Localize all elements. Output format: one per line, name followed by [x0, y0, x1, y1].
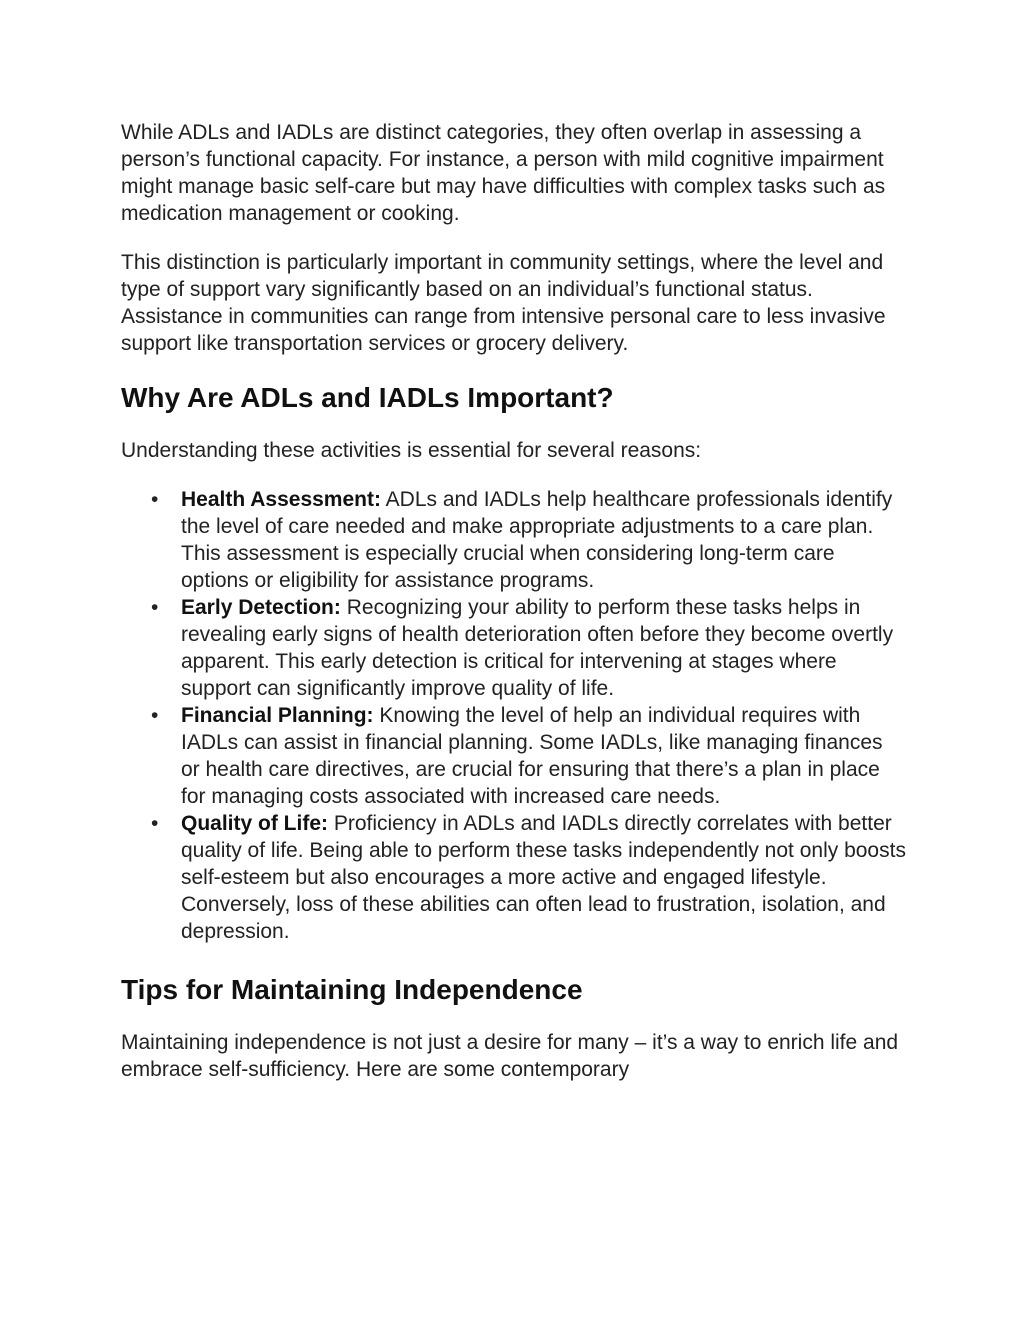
list-item-text: Knowing the level of help an individual requires with IADLs can assist in financial planning. Some IADLs, like managing finances or health care directives, are crucial for ensuring that there’s a plan in place for managing costs associated with increased care needs. — [181, 704, 883, 808]
list-item-text: ADLs and IADLs help healthcare professionals identify the level of care needed and make appropriate adjustments to a care plan. This assessment is especially crucial when considering long-term care options or eligibility for assistance programs. — [181, 488, 893, 592]
bullet-icon: • — [151, 812, 159, 835]
list-item-quality-of-life — [151, 810, 906, 945]
reasons-list — [121, 486, 906, 945]
paragraph-tips-intro: Maintaining independence is not just a desire for many – it’s a way to enrich life and embrace self-sufficiency. Here are some contemporary — [121, 1031, 899, 1081]
list-item-health-assessment — [151, 486, 906, 594]
bullet-icon: • — [151, 488, 159, 511]
list-item-title: Quality of Life: — [181, 812, 328, 835]
section-heading-tips: Tips for Maintaining Independence — [121, 974, 583, 1005]
document-body — [121, 119, 906, 1083]
list-item-title: Health Assessment: — [181, 488, 381, 511]
bullet-icon: • — [151, 704, 159, 727]
paragraph-overlap: While ADLs and IADLs are distinct categories, they often overlap in assessing a person’s functional capacity. For instance, a person with mild cognitive impairment might manage basic self-care but may have difficulties with complex tasks such as medication management or cooking. — [121, 121, 886, 225]
list-item-title: Financial Planning: — [181, 704, 374, 727]
list-item-financial-planning — [151, 702, 906, 810]
list-item-early-detection — [151, 594, 906, 702]
paragraph-distinction: This distinction is particularly important in community settings, where the level and type of support vary significantly based on an individual’s functional status. Assistance in communities can range from intensive personal care to less invasive support like transportation services or grocery delivery. — [121, 251, 886, 355]
list-item-text: Proficiency in ADLs and IADLs directly correlates with better quality of life. Being able to perform these tasks independently not only boosts self-esteem but also encourages a more active and engaged lifestyle. Conversely, loss of these abilities can often lead to frustration, isolation, and depression. — [181, 812, 906, 943]
paragraph-reasons-intro: Understanding these activities is essential for several reasons: — [121, 439, 702, 462]
list-item-title: Early Detection: — [181, 596, 341, 619]
bullet-icon: • — [151, 596, 159, 619]
section-heading-why-important: Why Are ADLs and IADLs Important? — [121, 382, 614, 413]
list-item-text: Recognizing your ability to perform these tasks helps in revealing early signs of health deterioration often before they become overtly apparent. This early detection is critical for intervening at stages where support can significantly improve quality of life. — [181, 596, 894, 700]
